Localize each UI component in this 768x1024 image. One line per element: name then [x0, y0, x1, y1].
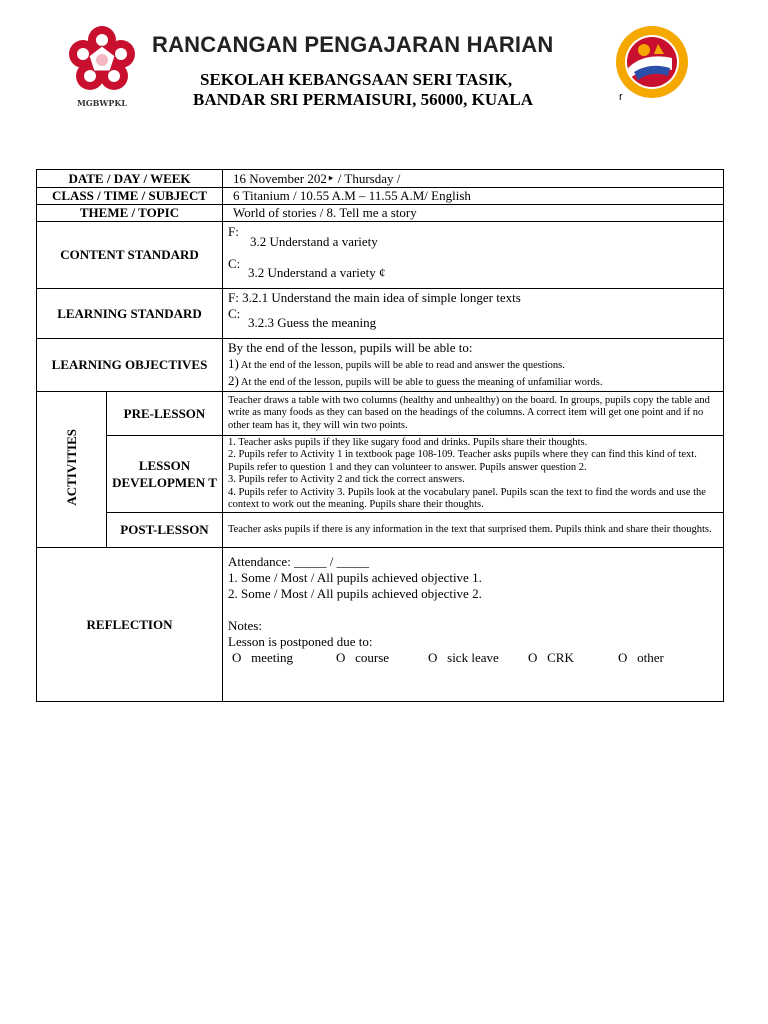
learning-standard-value [223, 289, 724, 339]
stray-character: r [619, 91, 623, 103]
option-sick-leave[interactable]: O sick leave [428, 650, 499, 665]
page-header [0, 0, 768, 130]
lesson-plan-table [36, 169, 724, 702]
content-standard-value [223, 222, 724, 289]
learning-objectives-value [223, 339, 724, 392]
theme-label: THEME / TOPIC [37, 205, 223, 222]
option-course[interactable]: O course [336, 650, 390, 665]
learning-standard-row [37, 289, 724, 339]
post-lesson-label: POST-LESSON [107, 513, 223, 548]
activities-label-cell [37, 392, 107, 548]
date-label: DATE / DAY / WEEK [37, 170, 223, 188]
attendance-line: Attendance: _____ / _____ [228, 554, 370, 569]
activities-label: ACTIVITIES [63, 428, 79, 506]
content-f-prefix: F: [228, 224, 239, 239]
content-standard-row [37, 222, 724, 289]
theme-value: World of stories / 8. Tell me a story [223, 205, 724, 222]
learning-c-prefix: C: [228, 306, 241, 321]
learning-standard-label: LEARNING STANDARD [37, 289, 223, 339]
content-c-prefix: C: [228, 256, 241, 271]
content-f-text: 3.2 Understand a variety [250, 234, 378, 249]
learning-objectives-row [37, 339, 724, 392]
school-name-line1: SEKOLAH KEBANGSAAN SERI TASIK, [200, 70, 513, 89]
learning-objectives-label: LEARNING OBJECTIVES [37, 339, 223, 392]
postponed-label: Lesson is postponed due to: [228, 634, 373, 649]
objectives-intro: By the end of the lesson, pupils will be able to: [228, 340, 473, 355]
dev-step: 2. Pupils refer to Activity 1 in textbook page 108-109. Teacher asks pupils where they can find this kind of text. Pupils refer to question 1 and they can volunteer to answer. Pupils answer question 2. [228, 449, 697, 473]
option-crk[interactable]: O CRK [528, 650, 574, 665]
date-row [37, 170, 724, 188]
objective-item: 1) At the end of the lesson, pupils will be able to read and answer the questions. [228, 356, 565, 371]
dev-step: 4. Pupils refer to Activity 3. Pupils look at the vocabulary panel. Pupils scan the text to find the words and use the context to work out the meaning. Pupils share their thoughts. [228, 486, 706, 510]
learning-f-text: 3.2.1 Understand the main idea of simple longer texts [242, 290, 521, 305]
left-logo-text: MGBWPKL [76, 98, 128, 108]
dev-step: 1. Teacher asks pupils if they like sugary food and drinks. Pupils share their thoughts. [228, 436, 588, 448]
post-lesson-row [37, 513, 724, 548]
dev-step: 3. Pupils refer to Activity 2 and tick the correct answers. [228, 474, 465, 485]
pre-lesson-text: Teacher draws a table with two columns (healthy and unhealthy) on the board. In groups, pupils copy the table and write as many foods as they can based on the headings of the columns. A correct item will get one point and if no other team has it, they will win two points. [223, 392, 724, 436]
school-name-line2: BANDAR SRI PERMAISURI, 56000, KUALA [193, 90, 534, 109]
lesson-development-label: LESSON DEVELOPMEN T [107, 436, 223, 513]
reflection-value [223, 548, 724, 702]
pre-lesson-label: PRE-LESSON [107, 392, 223, 436]
option-other[interactable]: O other [618, 650, 664, 665]
objective-item: 2) At the end of the lesson, pupils will be able to guess the meaning of unfamiliar words. [228, 373, 603, 388]
postpone-options [228, 650, 718, 666]
pre-lesson-row [37, 392, 724, 436]
reflection-label: REFLECTION [37, 548, 223, 702]
date-value: 16 November 202‣ / Thursday / [223, 170, 724, 188]
school-logo [614, 24, 690, 100]
content-c-text: 3.2 Understand a variety ¢ [248, 265, 386, 280]
post-lesson-text: Teacher asks pupils if there is any information in the text that surprised them. Pupils think and share their thoughts. [223, 513, 724, 548]
mgbwpkl-logo [62, 24, 142, 110]
page-title: RANCANGAN PENGAJARAN HARIAN [152, 32, 554, 57]
lesson-development-row [37, 436, 724, 513]
objective-2-achievement: 2. Some / Most / All pupils achieved objective 2. [228, 586, 482, 601]
content-standard-label: CONTENT STANDARD [37, 222, 223, 289]
class-value: 6 Titanium / 10.55 A.M – 11.55 A.M/ English [223, 188, 724, 205]
theme-row [37, 205, 724, 222]
class-label: CLASS / TIME / SUBJECT [37, 188, 223, 205]
learning-c-text: 3.2.3 Guess the meaning [248, 315, 377, 330]
learning-f-prefix: F: [228, 290, 239, 305]
objective-1-achievement: 1. Some / Most / All pupils achieved objective 1. [228, 570, 482, 585]
option-meeting[interactable]: O meeting [232, 650, 294, 665]
class-row [37, 188, 724, 205]
notes-label: Notes: [228, 618, 262, 633]
lesson-development-text [223, 436, 724, 513]
reflection-row [37, 548, 724, 702]
